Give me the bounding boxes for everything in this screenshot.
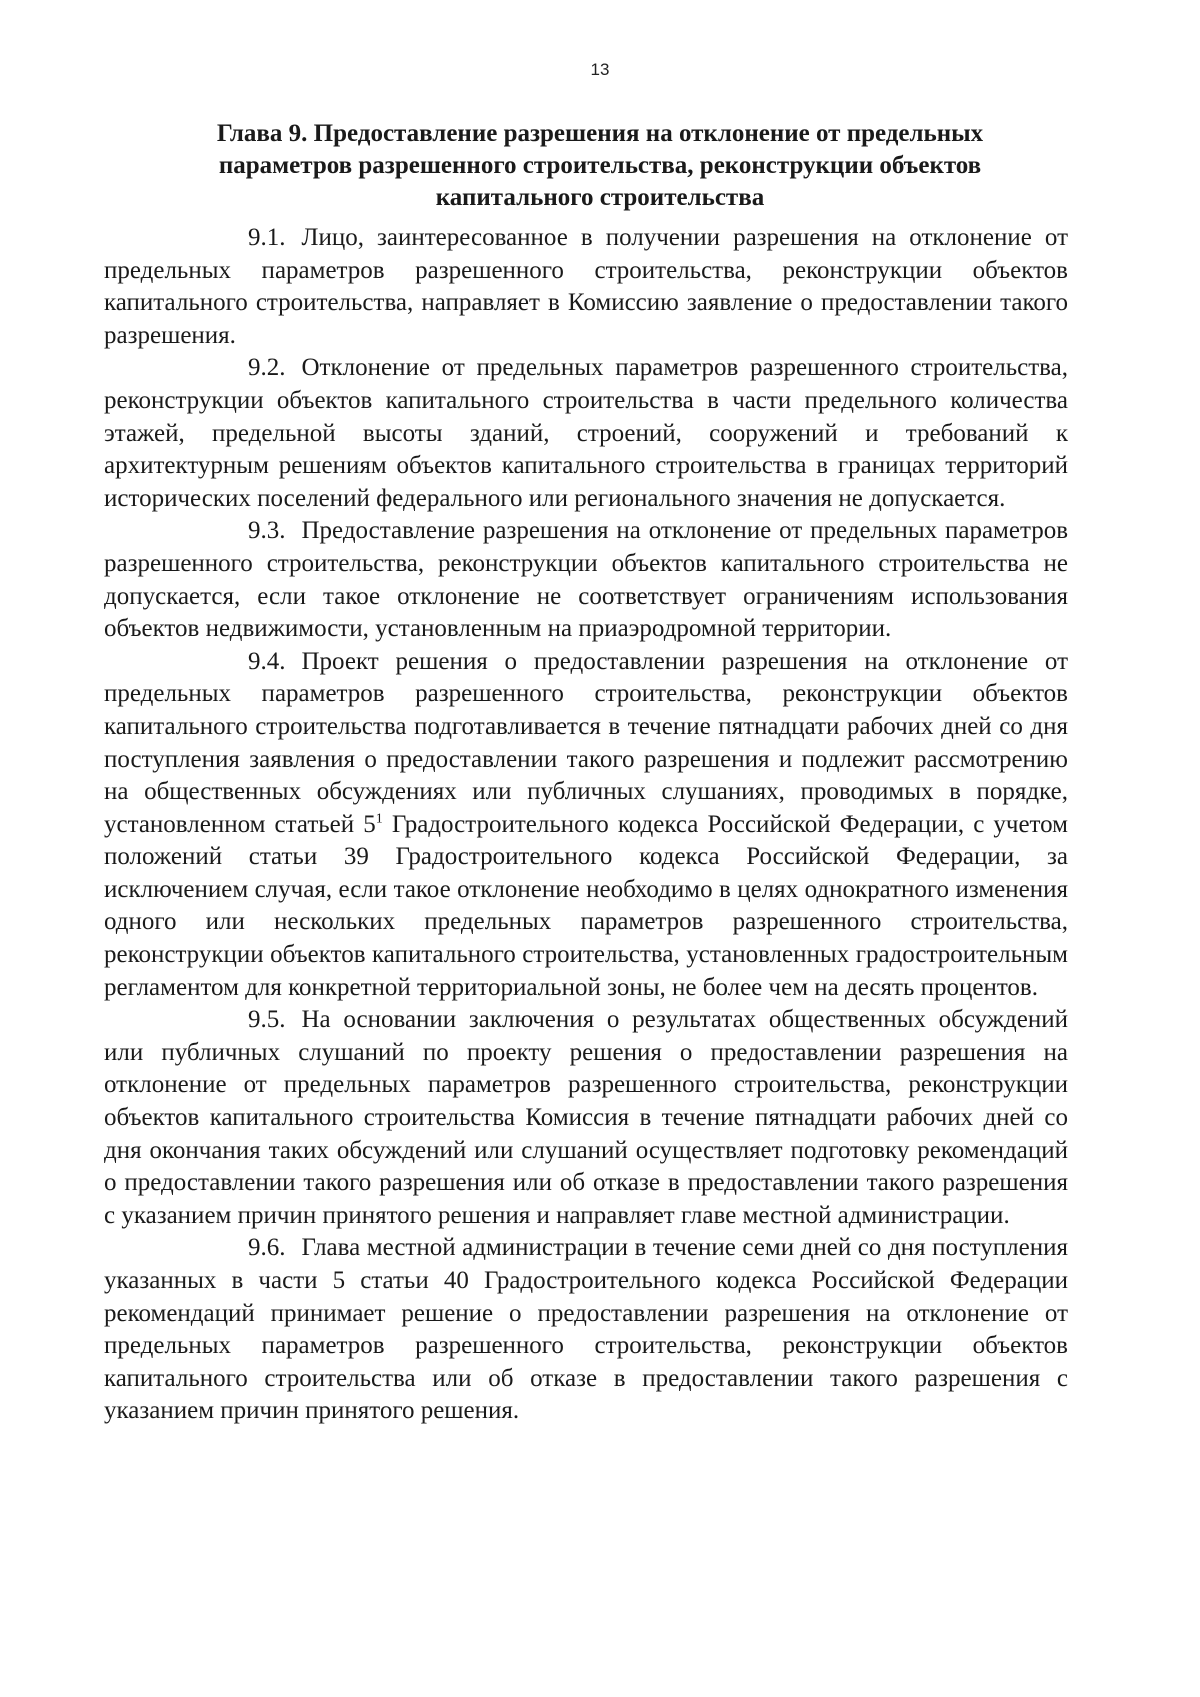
paragraph-text: Лицо, заинтересованное в получении разрешения на отклонение от предельных параметров разрешенного строительства, реконструкции объектов капитального строительства, направляет в Комиссию заявление о предоставлении такого разрешения. xyxy=(104,224,1068,349)
paragraph-text-after: Градостроительного кодекса Российской Федерации, с учетом положений статьи 39 Градостроительного кодекса Российской Федерации, за исключением случая, если такое отклонение необходимо в целях однократного изменения одного или нескольких предельных параметров разрешенного строительства, реконструкции объектов капитального строительства, установленных градостроительным регламентом для конкретной территориальной зоны, не более чем на десять процентов. xyxy=(104,810,1068,1001)
paragraph-number: 9.6. xyxy=(248,1234,286,1262)
paragraph-number: 9.4. xyxy=(248,647,286,675)
paragraph-9-4 xyxy=(104,646,1068,1005)
paragraph-9-1 xyxy=(104,222,1068,352)
paragraph-number: 9.3. xyxy=(248,517,286,545)
paragraph-number: 9.5. xyxy=(248,1006,286,1034)
paragraph-text: На основании заключения о результатах общественных обсуждений или публичных слушаний по проекту решения о предоставлении разрешения на отклонение от предельных параметров разрешенного строительства, реконструкции объектов капитального строительства Комиссия в течение пятнадцати рабочих дней со дня окончания таких обсуждений или слушаний осуществляет подготовку рекомендаций о предоставлении такого разрешения или об отказе в предоставлении такого разрешения с указанием причин принятого решения и направляет главе местной администрации. xyxy=(104,1006,1068,1229)
superscript-index: 1 xyxy=(375,811,383,827)
paragraph-number: 9.2. xyxy=(248,354,286,382)
paragraph-9-3 xyxy=(104,515,1068,645)
paragraph-9-6 xyxy=(104,1232,1068,1428)
paragraph-text-before: Проект решения о предоставлении разрешения на отклонение от предельных параметров разрешенного строительства, реконструкции объектов капитального строительства подготавливается в течение пятнадцати рабочих дней со дня поступления заявления о предоставлении такого разрешения и подлежит рассмотрению на общественных обсуждениях или публичных слушаниях, проводимых в порядке, установленном статьей 5 xyxy=(104,647,1068,838)
paragraph-text: Глава местной администрации в течение семи дней со дня поступления указанных в части 5 статьи 40 Градостроительного кодекса Российской Федерации рекомендаций принимает решение о предоставлении разрешения на отклонение от предельных параметров разрешенного строительства, реконструкции объектов капитального строительства или об отказе в предоставлении такого разрешения с указанием причин принятого решения. xyxy=(104,1234,1068,1425)
paragraph-number: 9.1. xyxy=(248,224,286,251)
paragraph-text: Предоставление разрешения на отклонение от предельных параметров разрешенного строительства, реконструкции объектов капитального строительства не допускается, если такое отклонение не соответствует ограничениям использования объектов недвижимости, установленным на приаэродромной территории. xyxy=(104,517,1068,643)
page-number: 13 xyxy=(590,60,610,79)
chapter-body xyxy=(104,222,1068,1428)
paragraph-text: Отклонение от предельных параметров разрешенного строительства, реконструкции объектов капитального строительства в части предельного количества этажей, предельной высоты зданий, строений, сооружений и требований к архитектурным решениям объектов капитального строительства в границах территорий исторических поселений федерального или регионального значения не допускается. xyxy=(104,354,1068,512)
paragraph-9-2 xyxy=(104,352,1068,515)
paragraph-9-5 xyxy=(104,1004,1068,1232)
chapter-heading: Глава 9. Предоставление разрешения на отклонение от предельных параметров разрешенного строительства, реконструкции объектов капитального строительства xyxy=(216,120,984,211)
